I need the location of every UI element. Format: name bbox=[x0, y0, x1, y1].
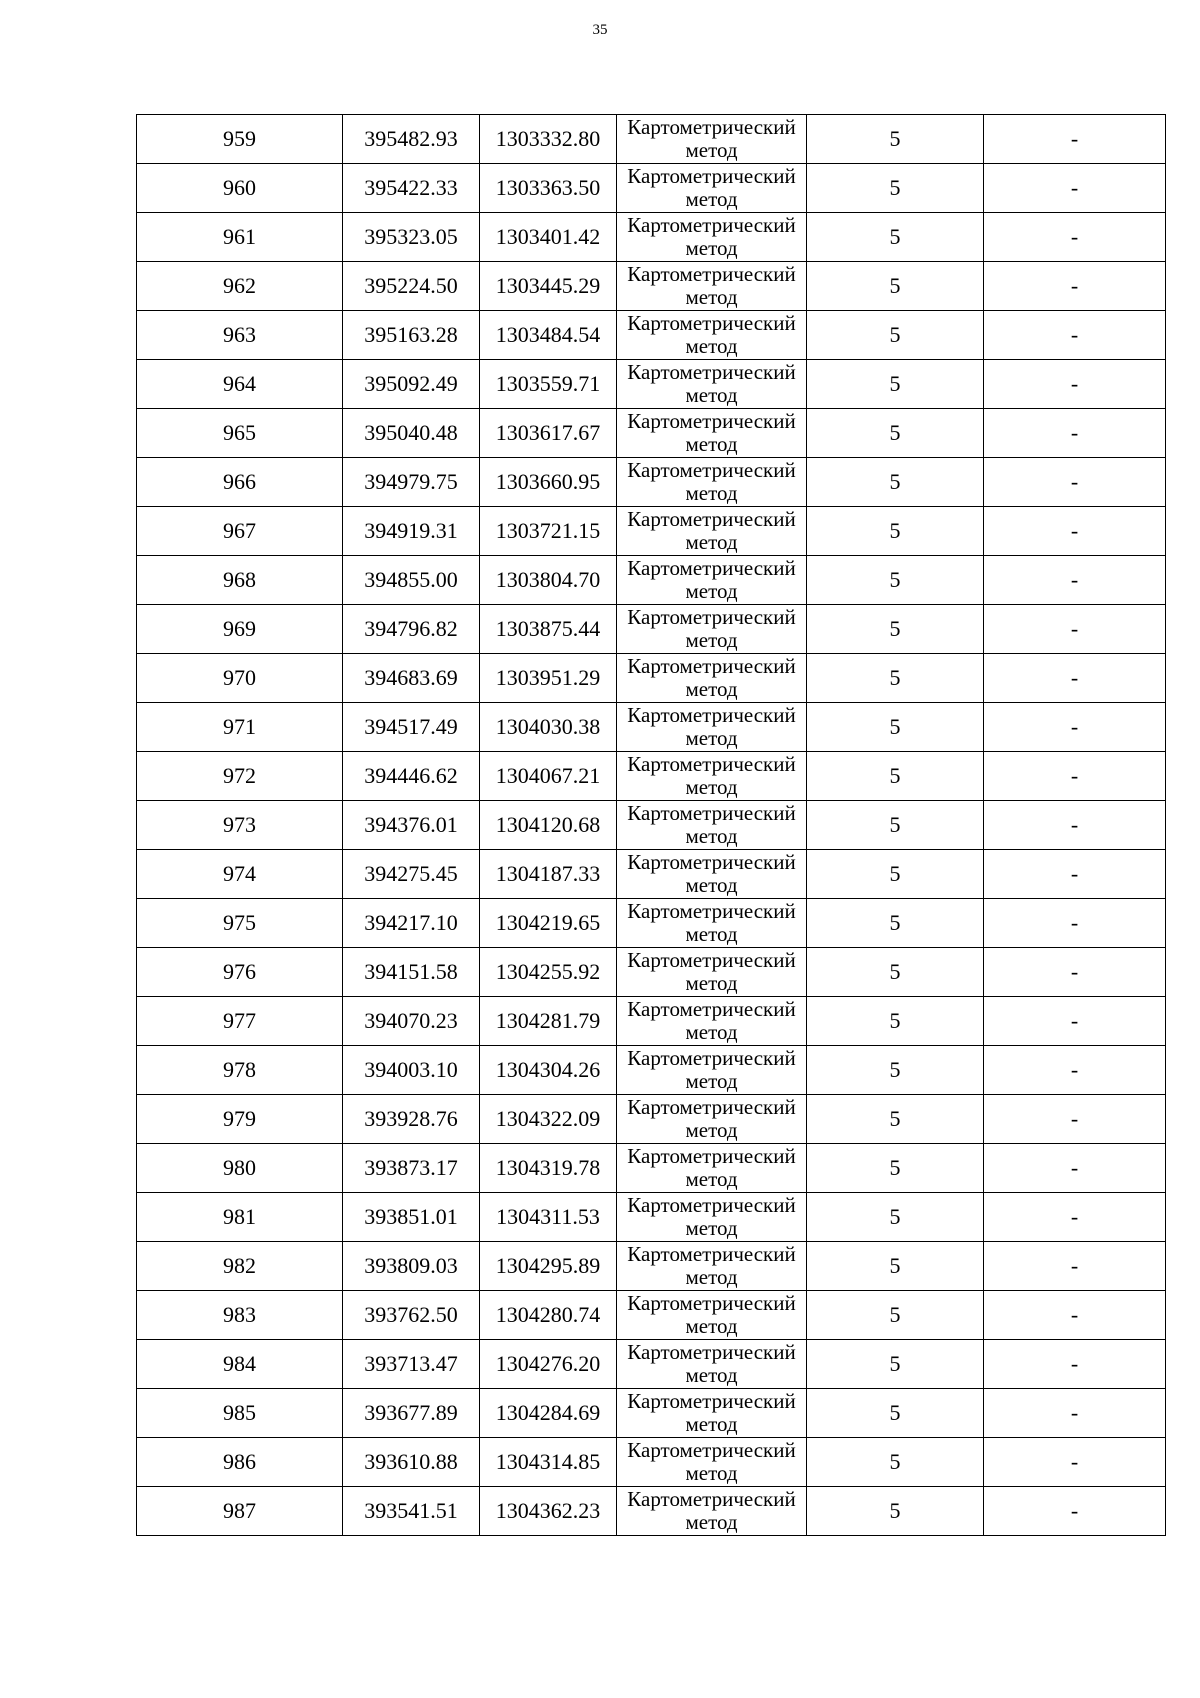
table-row bbox=[137, 948, 1166, 997]
method-cell bbox=[617, 164, 807, 213]
method-label-line1: Картометрический bbox=[627, 1242, 796, 1266]
accuracy-cell: 5 bbox=[807, 654, 984, 703]
accuracy-cell: 5 bbox=[807, 801, 984, 850]
method-cell bbox=[617, 213, 807, 262]
y-coordinate-cell: 1304187.33 bbox=[480, 850, 617, 899]
y-coordinate-cell: 1304319.78 bbox=[480, 1144, 617, 1193]
accuracy-cell: 5 bbox=[807, 1340, 984, 1389]
point-number-cell: 984 bbox=[137, 1340, 343, 1389]
method-label-line1: Картометрический bbox=[627, 1095, 796, 1119]
accuracy-cell: 5 bbox=[807, 1438, 984, 1487]
method-label-line2: метод bbox=[685, 677, 738, 701]
table-row bbox=[137, 213, 1166, 262]
point-number-cell: 987 bbox=[137, 1487, 343, 1536]
x-coordinate-cell: 393762.50 bbox=[343, 1291, 480, 1340]
method-label-line2: метод bbox=[685, 1412, 738, 1436]
method-label-line2: метод bbox=[685, 285, 738, 309]
note-cell: - bbox=[984, 164, 1166, 213]
method-label-line1: Картометрический bbox=[627, 899, 796, 923]
accuracy-cell: 5 bbox=[807, 1291, 984, 1340]
table-row bbox=[137, 1291, 1166, 1340]
method-label-line2: метод bbox=[685, 971, 738, 995]
point-number-cell: 976 bbox=[137, 948, 343, 997]
table-row bbox=[137, 115, 1166, 164]
point-number-cell: 983 bbox=[137, 1291, 343, 1340]
method-label-line1: Картометрический bbox=[627, 1438, 796, 1462]
y-coordinate-cell: 1303401.42 bbox=[480, 213, 617, 262]
accuracy-cell: 5 bbox=[807, 164, 984, 213]
method-label-line1: Картометрический bbox=[627, 1340, 796, 1364]
point-number-cell: 963 bbox=[137, 311, 343, 360]
note-cell: - bbox=[984, 1389, 1166, 1438]
method-cell bbox=[617, 1242, 807, 1291]
note-cell: - bbox=[984, 1193, 1166, 1242]
method-cell bbox=[617, 507, 807, 556]
table-row bbox=[137, 1095, 1166, 1144]
method-label-line2: метод bbox=[685, 236, 738, 260]
point-number-cell: 980 bbox=[137, 1144, 343, 1193]
x-coordinate-cell: 393928.76 bbox=[343, 1095, 480, 1144]
method-label-line2: метод bbox=[685, 1020, 738, 1044]
method-label-line1: Картометрический bbox=[627, 164, 796, 188]
method-cell bbox=[617, 262, 807, 311]
method-cell bbox=[617, 850, 807, 899]
y-coordinate-cell: 1304304.26 bbox=[480, 1046, 617, 1095]
point-number-cell: 967 bbox=[137, 507, 343, 556]
x-coordinate-cell: 393873.17 bbox=[343, 1144, 480, 1193]
point-number-cell: 969 bbox=[137, 605, 343, 654]
method-label-line1: Картометрический bbox=[627, 997, 796, 1021]
table-row bbox=[137, 703, 1166, 752]
note-cell: - bbox=[984, 115, 1166, 164]
table-row bbox=[137, 1487, 1166, 1536]
y-coordinate-cell: 1304219.65 bbox=[480, 899, 617, 948]
table-row bbox=[137, 605, 1166, 654]
table-row bbox=[137, 360, 1166, 409]
y-coordinate-cell: 1304067.21 bbox=[480, 752, 617, 801]
table-row bbox=[137, 1389, 1166, 1438]
note-cell: - bbox=[984, 262, 1166, 311]
method-cell bbox=[617, 360, 807, 409]
accuracy-cell: 5 bbox=[807, 115, 984, 164]
x-coordinate-cell: 394376.01 bbox=[343, 801, 480, 850]
note-cell: - bbox=[984, 899, 1166, 948]
accuracy-cell: 5 bbox=[807, 850, 984, 899]
point-number-cell: 977 bbox=[137, 997, 343, 1046]
method-label-line1: Картометрический bbox=[627, 409, 796, 433]
method-cell bbox=[617, 948, 807, 997]
accuracy-cell: 5 bbox=[807, 1144, 984, 1193]
x-coordinate-cell: 394151.58 bbox=[343, 948, 480, 997]
accuracy-cell: 5 bbox=[807, 311, 984, 360]
method-cell bbox=[617, 752, 807, 801]
accuracy-cell: 5 bbox=[807, 997, 984, 1046]
table-row bbox=[137, 1144, 1166, 1193]
method-cell bbox=[617, 1340, 807, 1389]
method-label-line2: метод bbox=[685, 481, 738, 505]
point-number-cell: 962 bbox=[137, 262, 343, 311]
table-row bbox=[137, 997, 1166, 1046]
point-number-cell: 973 bbox=[137, 801, 343, 850]
point-number-cell: 960 bbox=[137, 164, 343, 213]
method-cell bbox=[617, 311, 807, 360]
accuracy-cell: 5 bbox=[807, 1487, 984, 1536]
method-label-line2: метод bbox=[685, 383, 738, 407]
table-row bbox=[137, 752, 1166, 801]
method-label-line2: метод bbox=[685, 1461, 738, 1485]
method-label-line2: метод bbox=[685, 922, 738, 946]
x-coordinate-cell: 394217.10 bbox=[343, 899, 480, 948]
note-cell: - bbox=[984, 1438, 1166, 1487]
accuracy-cell: 5 bbox=[807, 703, 984, 752]
method-label-line2: метод bbox=[685, 1265, 738, 1289]
table-row bbox=[137, 311, 1166, 360]
method-cell bbox=[617, 1046, 807, 1095]
method-cell bbox=[617, 899, 807, 948]
point-number-cell: 974 bbox=[137, 850, 343, 899]
method-label-line1: Картометрический bbox=[627, 360, 796, 384]
method-cell bbox=[617, 605, 807, 654]
y-coordinate-cell: 1303332.80 bbox=[480, 115, 617, 164]
table-row bbox=[137, 1193, 1166, 1242]
method-label-line1: Картометрический bbox=[627, 115, 796, 139]
method-label-line2: метод bbox=[685, 1069, 738, 1093]
x-coordinate-cell: 393677.89 bbox=[343, 1389, 480, 1438]
y-coordinate-cell: 1303559.71 bbox=[480, 360, 617, 409]
method-cell bbox=[617, 115, 807, 164]
point-number-cell: 978 bbox=[137, 1046, 343, 1095]
x-coordinate-cell: 393713.47 bbox=[343, 1340, 480, 1389]
note-cell: - bbox=[984, 311, 1166, 360]
method-label-line1: Картометрический bbox=[627, 1144, 796, 1168]
x-coordinate-cell: 395040.48 bbox=[343, 409, 480, 458]
method-cell bbox=[617, 997, 807, 1046]
note-cell: - bbox=[984, 556, 1166, 605]
y-coordinate-cell: 1303617.67 bbox=[480, 409, 617, 458]
accuracy-cell: 5 bbox=[807, 948, 984, 997]
point-number-cell: 975 bbox=[137, 899, 343, 948]
method-label-line2: метод bbox=[685, 138, 738, 162]
table-row bbox=[137, 409, 1166, 458]
method-label-line2: метод bbox=[685, 775, 738, 799]
table-row bbox=[137, 801, 1166, 850]
y-coordinate-cell: 1303721.15 bbox=[480, 507, 617, 556]
y-coordinate-cell: 1304280.74 bbox=[480, 1291, 617, 1340]
y-coordinate-cell: 1303363.50 bbox=[480, 164, 617, 213]
point-number-cell: 966 bbox=[137, 458, 343, 507]
point-number-cell: 982 bbox=[137, 1242, 343, 1291]
note-cell: - bbox=[984, 360, 1166, 409]
point-number-cell: 972 bbox=[137, 752, 343, 801]
note-cell: - bbox=[984, 752, 1166, 801]
y-coordinate-cell: 1304362.23 bbox=[480, 1487, 617, 1536]
y-coordinate-cell: 1304311.53 bbox=[480, 1193, 617, 1242]
method-label-line1: Картометрический bbox=[627, 801, 796, 825]
note-cell: - bbox=[984, 1291, 1166, 1340]
method-cell bbox=[617, 1095, 807, 1144]
point-number-cell: 986 bbox=[137, 1438, 343, 1487]
note-cell: - bbox=[984, 850, 1166, 899]
x-coordinate-cell: 394979.75 bbox=[343, 458, 480, 507]
note-cell: - bbox=[984, 1487, 1166, 1536]
accuracy-cell: 5 bbox=[807, 1095, 984, 1144]
x-coordinate-cell: 395323.05 bbox=[343, 213, 480, 262]
point-number-cell: 968 bbox=[137, 556, 343, 605]
y-coordinate-cell: 1303660.95 bbox=[480, 458, 617, 507]
method-cell bbox=[617, 654, 807, 703]
table-row bbox=[137, 1340, 1166, 1389]
method-label-line2: метод bbox=[685, 1510, 738, 1534]
x-coordinate-cell: 394683.69 bbox=[343, 654, 480, 703]
method-cell bbox=[617, 703, 807, 752]
coordinates-table-body bbox=[137, 115, 1166, 1536]
accuracy-cell: 5 bbox=[807, 409, 984, 458]
method-label-line1: Картометрический bbox=[627, 948, 796, 972]
method-label-line1: Картометрический bbox=[627, 1389, 796, 1413]
y-coordinate-cell: 1304276.20 bbox=[480, 1340, 617, 1389]
table-row bbox=[137, 1046, 1166, 1095]
method-cell bbox=[617, 801, 807, 850]
y-coordinate-cell: 1303875.44 bbox=[480, 605, 617, 654]
accuracy-cell: 5 bbox=[807, 1389, 984, 1438]
table-row bbox=[137, 899, 1166, 948]
x-coordinate-cell: 395092.49 bbox=[343, 360, 480, 409]
note-cell: - bbox=[984, 507, 1166, 556]
method-cell bbox=[617, 556, 807, 605]
x-coordinate-cell: 393541.51 bbox=[343, 1487, 480, 1536]
point-number-cell: 970 bbox=[137, 654, 343, 703]
method-label-line1: Картометрический bbox=[627, 556, 796, 580]
note-cell: - bbox=[984, 213, 1166, 262]
method-cell bbox=[617, 1144, 807, 1193]
accuracy-cell: 5 bbox=[807, 605, 984, 654]
y-coordinate-cell: 1304284.69 bbox=[480, 1389, 617, 1438]
note-cell: - bbox=[984, 1046, 1166, 1095]
method-cell bbox=[617, 1291, 807, 1340]
accuracy-cell: 5 bbox=[807, 752, 984, 801]
method-cell bbox=[617, 1438, 807, 1487]
y-coordinate-cell: 1303951.29 bbox=[480, 654, 617, 703]
accuracy-cell: 5 bbox=[807, 1046, 984, 1095]
method-cell bbox=[617, 458, 807, 507]
accuracy-cell: 5 bbox=[807, 458, 984, 507]
accuracy-cell: 5 bbox=[807, 213, 984, 262]
accuracy-cell: 5 bbox=[807, 262, 984, 311]
note-cell: - bbox=[984, 458, 1166, 507]
method-label-line2: метод bbox=[685, 1167, 738, 1191]
method-label-line1: Картометрический bbox=[627, 703, 796, 727]
method-label-line2: метод bbox=[685, 1118, 738, 1142]
method-label-line1: Картометрический bbox=[627, 1193, 796, 1217]
point-number-cell: 981 bbox=[137, 1193, 343, 1242]
point-number-cell: 965 bbox=[137, 409, 343, 458]
method-label-line1: Картометрический bbox=[627, 507, 796, 531]
note-cell: - bbox=[984, 1242, 1166, 1291]
table-row bbox=[137, 1242, 1166, 1291]
method-label-line1: Картометрический bbox=[627, 262, 796, 286]
method-label-line1: Картометрический bbox=[627, 1487, 796, 1511]
x-coordinate-cell: 395422.33 bbox=[343, 164, 480, 213]
method-label-line1: Картометрический bbox=[627, 850, 796, 874]
x-coordinate-cell: 394855.00 bbox=[343, 556, 480, 605]
method-label-line1: Картометрический bbox=[627, 311, 796, 335]
note-cell: - bbox=[984, 654, 1166, 703]
note-cell: - bbox=[984, 801, 1166, 850]
x-coordinate-cell: 394796.82 bbox=[343, 605, 480, 654]
note-cell: - bbox=[984, 703, 1166, 752]
accuracy-cell: 5 bbox=[807, 556, 984, 605]
x-coordinate-cell: 394070.23 bbox=[343, 997, 480, 1046]
x-coordinate-cell: 393809.03 bbox=[343, 1242, 480, 1291]
table-row bbox=[137, 850, 1166, 899]
method-label-line2: метод bbox=[685, 873, 738, 897]
y-coordinate-cell: 1304314.85 bbox=[480, 1438, 617, 1487]
method-label-line2: метод bbox=[685, 1314, 738, 1338]
x-coordinate-cell: 393610.88 bbox=[343, 1438, 480, 1487]
table-row bbox=[137, 1438, 1166, 1487]
method-label-line2: метод bbox=[685, 824, 738, 848]
method-label-line2: метод bbox=[685, 628, 738, 652]
method-label-line2: метод bbox=[685, 432, 738, 456]
point-number-cell: 959 bbox=[137, 115, 343, 164]
table-row bbox=[137, 507, 1166, 556]
y-coordinate-cell: 1304281.79 bbox=[480, 997, 617, 1046]
method-label-line2: метод bbox=[685, 1363, 738, 1387]
x-coordinate-cell: 394446.62 bbox=[343, 752, 480, 801]
table-row bbox=[137, 262, 1166, 311]
x-coordinate-cell: 393851.01 bbox=[343, 1193, 480, 1242]
method-label-line1: Картометрический bbox=[627, 1291, 796, 1315]
y-coordinate-cell: 1304295.89 bbox=[480, 1242, 617, 1291]
table-row bbox=[137, 654, 1166, 703]
note-cell: - bbox=[984, 997, 1166, 1046]
method-label-line1: Картометрический bbox=[627, 654, 796, 678]
method-label-line2: метод bbox=[685, 187, 738, 211]
method-label-line2: метод bbox=[685, 579, 738, 603]
point-number-cell: 979 bbox=[137, 1095, 343, 1144]
page-number: 35 bbox=[592, 22, 608, 38]
point-number-cell: 971 bbox=[137, 703, 343, 752]
x-coordinate-cell: 395224.50 bbox=[343, 262, 480, 311]
method-cell bbox=[617, 1193, 807, 1242]
method-label-line2: метод bbox=[685, 726, 738, 750]
x-coordinate-cell: 395482.93 bbox=[343, 115, 480, 164]
accuracy-cell: 5 bbox=[807, 899, 984, 948]
point-number-cell: 985 bbox=[137, 1389, 343, 1438]
note-cell: - bbox=[984, 948, 1166, 997]
accuracy-cell: 5 bbox=[807, 1193, 984, 1242]
point-number-cell: 964 bbox=[137, 360, 343, 409]
x-coordinate-cell: 394275.45 bbox=[343, 850, 480, 899]
accuracy-cell: 5 bbox=[807, 360, 984, 409]
coordinates-table bbox=[136, 114, 1166, 1536]
method-label-line1: Картометрический bbox=[627, 605, 796, 629]
y-coordinate-cell: 1303484.54 bbox=[480, 311, 617, 360]
method-cell bbox=[617, 1487, 807, 1536]
note-cell: - bbox=[984, 1340, 1166, 1389]
x-coordinate-cell: 395163.28 bbox=[343, 311, 480, 360]
accuracy-cell: 5 bbox=[807, 507, 984, 556]
y-coordinate-cell: 1304255.92 bbox=[480, 948, 617, 997]
accuracy-cell: 5 bbox=[807, 1242, 984, 1291]
x-coordinate-cell: 394919.31 bbox=[343, 507, 480, 556]
method-label-line2: метод bbox=[685, 334, 738, 358]
method-label-line2: метод bbox=[685, 1216, 738, 1240]
y-coordinate-cell: 1303445.29 bbox=[480, 262, 617, 311]
point-number-cell: 961 bbox=[137, 213, 343, 262]
x-coordinate-cell: 394003.10 bbox=[343, 1046, 480, 1095]
y-coordinate-cell: 1304322.09 bbox=[480, 1095, 617, 1144]
table-row bbox=[137, 556, 1166, 605]
note-cell: - bbox=[984, 409, 1166, 458]
table-row bbox=[137, 164, 1166, 213]
method-cell bbox=[617, 1389, 807, 1438]
note-cell: - bbox=[984, 605, 1166, 654]
y-coordinate-cell: 1304030.38 bbox=[480, 703, 617, 752]
y-coordinate-cell: 1304120.68 bbox=[480, 801, 617, 850]
note-cell: - bbox=[984, 1095, 1166, 1144]
x-coordinate-cell: 394517.49 bbox=[343, 703, 480, 752]
method-label-line1: Картометрический bbox=[627, 458, 796, 482]
method-label-line1: Картометрический bbox=[627, 213, 796, 237]
method-cell bbox=[617, 409, 807, 458]
method-label-line1: Картометрический bbox=[627, 1046, 796, 1070]
method-label-line1: Картометрический bbox=[627, 752, 796, 776]
table-row bbox=[137, 458, 1166, 507]
note-cell: - bbox=[984, 1144, 1166, 1193]
method-label-line2: метод bbox=[685, 530, 738, 554]
y-coordinate-cell: 1303804.70 bbox=[480, 556, 617, 605]
